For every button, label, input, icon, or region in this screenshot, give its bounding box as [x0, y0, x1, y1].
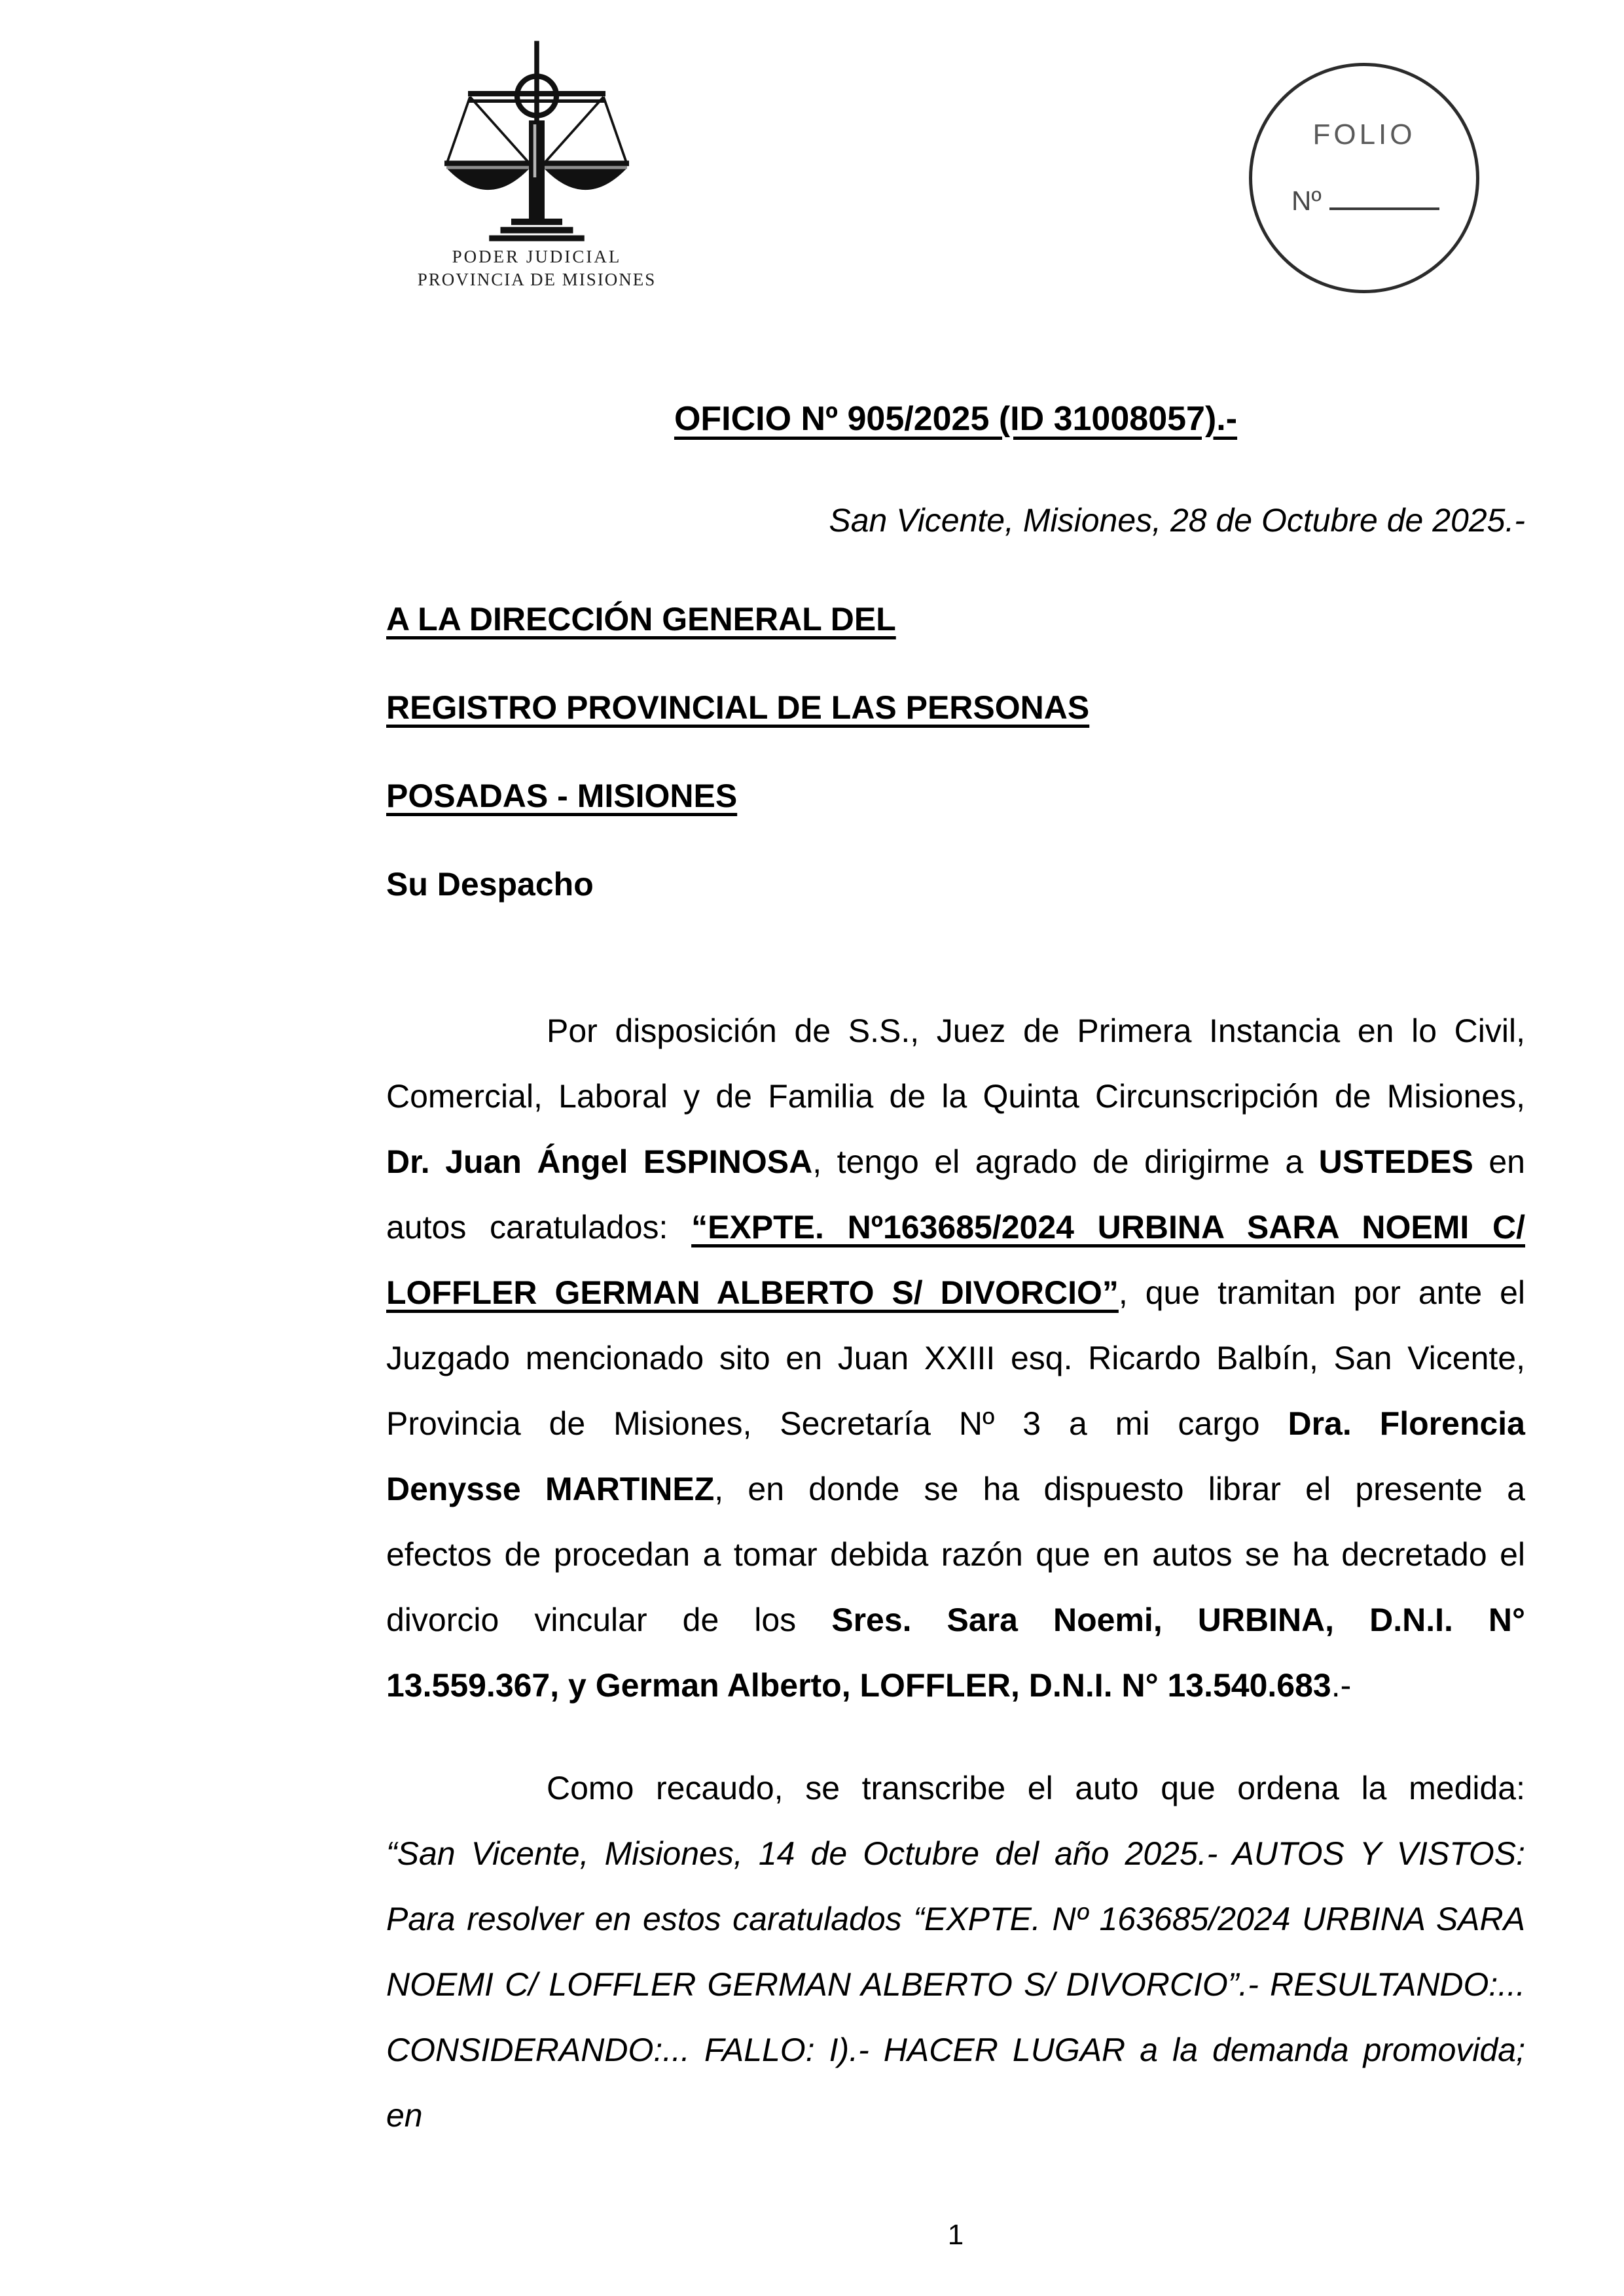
recipient-block [386, 575, 1525, 929]
text-line [386, 1260, 1525, 1325]
text-run: A LA DIRECCIÓN GENERAL DEL [386, 601, 896, 637]
folio-number-blank [1329, 180, 1439, 210]
text-line [386, 1325, 1525, 1391]
text-run: Por disposición de S.S., Juez de Primera Instancia en lo Civil, [547, 1013, 1525, 1049]
date-line: San Vicente, Misiones, 28 de Octubre de 2025.- [829, 502, 1525, 539]
text-line [386, 1456, 1525, 1522]
text-line [386, 998, 1525, 1064]
text-run: Comercial, Laboral y de Familia de la Quinta Circunscripción de Misiones, [386, 1078, 1525, 1115]
logo-text-line2: PROVINCIA DE MISIONES [417, 270, 657, 289]
page-number: 1 [947, 2219, 964, 2251]
text-line [386, 1522, 1525, 1587]
folio-stamp [1249, 63, 1479, 293]
text-line [386, 1821, 1525, 1886]
text-line [386, 1952, 1525, 2017]
text-line [386, 1129, 1525, 1194]
text-line [386, 1755, 1525, 1821]
text-run: Dra. Florencia [1288, 1405, 1525, 1442]
body-paragraph-2 [386, 1755, 1525, 2134]
text-run: efectos de procedan a tomar debida razón que en autos se ha decretado el [386, 1536, 1525, 1573]
folio-number-label: Nº [1291, 185, 1322, 216]
text-run: Como recaudo, se transcribe el auto que ordena la medida: [547, 1770, 1525, 1806]
text-line [386, 2017, 1525, 2134]
text-run: .- [1331, 1667, 1352, 1704]
scales-of-justice-icon [439, 38, 635, 244]
folio-label: FOLIO [1312, 118, 1416, 151]
text-line [386, 1886, 1525, 1952]
text-run: POSADAS - MISIONES [386, 778, 738, 814]
text-run: , que tramitan por ante el [1118, 1274, 1525, 1311]
text-run: “San Vicente, Misiones, 14 de Octubre del año 2025.- AUTOS Y VISTOS: [386, 1835, 1525, 1872]
text-line [386, 1064, 1525, 1129]
text-run: Para resolver en estos caratulados “EXPTE. Nº 163685/2024 URBINA SARA [386, 1901, 1525, 1937]
document-title: OFICIO Nº 905/2025 (ID 31008057).- [674, 400, 1238, 438]
text-run: REGISTRO PROVINCIAL DE LAS PERSONAS [386, 689, 1090, 726]
body-paragraph-1 [386, 998, 1525, 1718]
folio-number-row [1252, 180, 1476, 217]
text-run: CONSIDERANDO:... FALLO: I).- HACER LUGAR a la demanda promovida; en [386, 2032, 1525, 2134]
text-run: Dr. Juan Ángel ESPINOSA [386, 1143, 813, 1180]
text-line [386, 1587, 1525, 1653]
text-line [386, 575, 1525, 664]
text-run: Juzgado mencionado sito en Juan XXIII esq. Ricardo Balbín, San Vicente, [386, 1340, 1525, 1376]
text-line [386, 1653, 1525, 1718]
text-run: USTEDES [1318, 1143, 1473, 1180]
text-line [386, 1194, 1525, 1260]
text-line [386, 664, 1525, 752]
text-run: , tengo el agrado de dirigirme a [812, 1143, 1319, 1180]
text-run: Provincia de Misiones, Secretaría Nº 3 a mi cargo [386, 1405, 1288, 1442]
text-run: 13.559.367, y German Alberto, LOFFLER, D.N.I. N° 13.540.683 [386, 1667, 1331, 1704]
text-line [386, 752, 1525, 840]
text-run: en [1473, 1143, 1525, 1180]
text-run: Sres. Sara Noemi, URBINA, D.N.I. N° [831, 1602, 1525, 1638]
text-run: LOFFLER GERMAN ALBERTO S/ DIVORCIO” [386, 1274, 1119, 1311]
text-run: autos caratulados: [386, 1209, 692, 1246]
text-run: Denysse MARTINEZ [386, 1471, 715, 1507]
text-run: “EXPTE. Nº163685/2024 URBINA SARA NOEMI C/ [691, 1209, 1525, 1246]
logo-text-line1: PODER JUDICIAL [452, 247, 622, 266]
text-run: NOEMI C/ LOFFLER GERMAN ALBERTO S/ DIVORCIO”.- RESULTANDO:... [386, 1966, 1525, 2003]
text-run: Su Despacho [386, 866, 594, 903]
text-run: divorcio vincular de los [386, 1602, 832, 1638]
court-logo [406, 38, 668, 290]
text-line [386, 1391, 1525, 1456]
text-run: , en donde se ha dispuesto librar el presente a [714, 1471, 1525, 1507]
text-line [386, 840, 1525, 929]
